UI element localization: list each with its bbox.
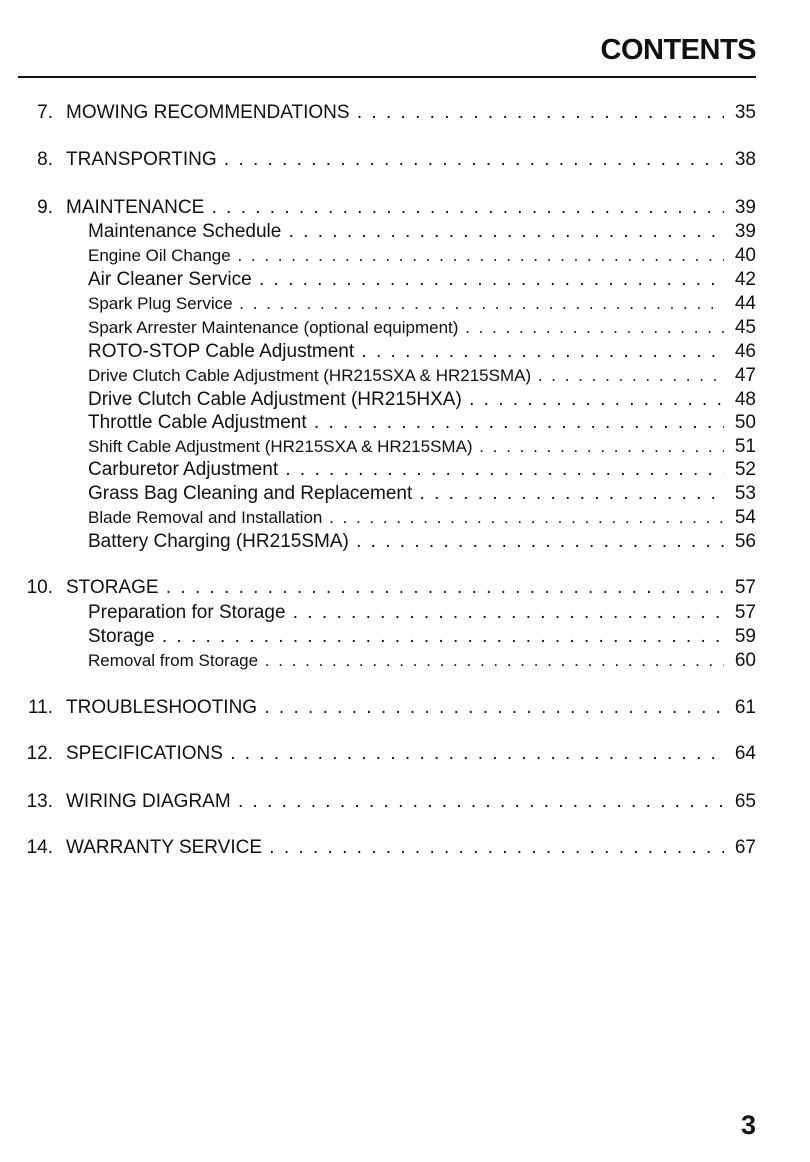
page-ref: 61 bbox=[734, 697, 756, 718]
section-number: 8. bbox=[37, 149, 53, 170]
subsection-title: Battery Charging (HR215SMA) . . . bbox=[88, 530, 724, 554]
toc-subentry-roto-stop-cable[interactable] bbox=[0, 340, 810, 364]
section-number: 11. bbox=[27, 697, 53, 718]
toc-subentry-battery-charging[interactable] bbox=[0, 530, 810, 554]
toc-subentry-grass-bag[interactable] bbox=[0, 482, 810, 506]
page-ref: 51 bbox=[734, 436, 756, 457]
page-ref: 44 bbox=[734, 293, 756, 314]
page-ref: 35 bbox=[734, 102, 756, 123]
page-ref: 59 bbox=[734, 626, 756, 647]
section-number: 13. bbox=[26, 791, 53, 812]
subsection-title: Drive Clutch Cable Adjustment (HR215SXA & HR215SMA) . . . bbox=[88, 364, 724, 388]
page-ref: 56 bbox=[734, 531, 756, 552]
subsection-title: Blade Removal and Installation . . . bbox=[88, 506, 724, 530]
toc-subentry-throttle-cable[interactable] bbox=[0, 411, 810, 435]
toc-entry-mowing-recommendations[interactable] bbox=[0, 101, 810, 125]
page-ref: 39 bbox=[734, 197, 756, 218]
page-ref: 53 bbox=[734, 483, 756, 504]
page-ref: 64 bbox=[734, 743, 756, 764]
page-ref: 60 bbox=[734, 650, 756, 671]
toc-subentry-preparation-for-storage[interactable] bbox=[0, 601, 810, 625]
page-ref: 50 bbox=[734, 412, 756, 433]
section-title: TRANSPORTING . . . bbox=[66, 148, 724, 172]
page-ref: 57 bbox=[734, 577, 756, 598]
subsection-title: Air Cleaner Service . . . bbox=[88, 268, 724, 292]
subsection-title: Preparation for Storage . . . bbox=[88, 601, 724, 625]
section-title: WARRANTY SERVICE . . . bbox=[66, 836, 724, 860]
page-ref: 47 bbox=[734, 365, 756, 386]
section-number: 14. bbox=[26, 837, 53, 858]
page-ref: 40 bbox=[734, 245, 756, 266]
section-title: TROUBLESHOOTING . . . bbox=[66, 696, 724, 720]
subsection-title: ROTO-STOP Cable Adjustment . . . bbox=[88, 340, 724, 364]
page-ref: 45 bbox=[734, 317, 756, 338]
toc-subentry-shift-cable[interactable] bbox=[0, 435, 810, 459]
page-ref: 46 bbox=[734, 341, 756, 362]
section-number: 10. bbox=[26, 577, 53, 598]
section-number: 7. bbox=[37, 102, 53, 123]
toc-subentry-air-cleaner-service[interactable] bbox=[0, 268, 810, 292]
page-ref: 57 bbox=[734, 602, 756, 623]
page-number: 3 bbox=[740, 1110, 756, 1140]
toc-entry-troubleshooting[interactable] bbox=[0, 696, 810, 720]
toc-subentry-carburetor-adjustment[interactable] bbox=[0, 458, 810, 482]
subsection-title: Carburetor Adjustment . . . bbox=[88, 458, 724, 482]
toc-subentry-drive-clutch-hxa[interactable] bbox=[0, 388, 810, 412]
toc-entry-warranty-service[interactable] bbox=[0, 836, 810, 860]
toc-entry-storage[interactable] bbox=[0, 576, 810, 600]
toc-subentry-removal-from-storage[interactable] bbox=[0, 649, 810, 673]
subsection-title: Maintenance Schedule . . . bbox=[88, 220, 724, 244]
toc-subentry-maintenance-schedule[interactable] bbox=[0, 220, 810, 244]
section-title: SPECIFICATIONS . . . bbox=[66, 742, 724, 766]
subsection-title: Removal from Storage . . . bbox=[88, 649, 724, 673]
toc-entry-wiring-diagram[interactable] bbox=[0, 790, 810, 814]
subsection-title: Grass Bag Cleaning and Replacement . . . bbox=[88, 482, 724, 506]
section-number: 9. bbox=[37, 197, 53, 218]
page-ref: 38 bbox=[734, 149, 756, 170]
page-ref: 52 bbox=[734, 459, 756, 480]
toc-entry-transporting[interactable] bbox=[0, 148, 810, 172]
subsection-title: Drive Clutch Cable Adjustment (HR215HXA) . . . bbox=[88, 388, 724, 412]
page-ref: 54 bbox=[734, 507, 756, 528]
section-number: 12. bbox=[26, 743, 53, 764]
section-title: WIRING DIAGRAM . . . bbox=[66, 790, 724, 814]
section-title: MAINTENANCE . . . bbox=[66, 196, 724, 220]
subsection-title: Engine Oil Change . . . bbox=[88, 244, 724, 268]
subsection-title: Spark Arrester Maintenance (optional equipment) . . . bbox=[88, 316, 724, 340]
toc-subentry-blade-removal[interactable] bbox=[0, 506, 810, 530]
toc-subentry-drive-clutch-sxa-sma[interactable] bbox=[0, 364, 810, 388]
toc-entry-specifications[interactable] bbox=[0, 742, 810, 766]
page-ref: 42 bbox=[734, 269, 756, 290]
section-title: STORAGE . . . bbox=[66, 576, 724, 600]
toc-entry-maintenance[interactable] bbox=[0, 196, 810, 220]
page-ref: 39 bbox=[734, 221, 756, 242]
page-title: CONTENTS bbox=[600, 34, 756, 66]
subsection-title: Storage . . . bbox=[88, 625, 724, 649]
toc-subentry-spark-arrester-maintenance[interactable] bbox=[0, 316, 810, 340]
subsection-title: Throttle Cable Adjustment . . . bbox=[88, 411, 724, 435]
subsection-title: Spark Plug Service . . . bbox=[88, 292, 724, 316]
page-ref: 48 bbox=[734, 389, 756, 410]
subsection-title: Shift Cable Adjustment (HR215SXA & HR215SMA) . . . bbox=[88, 435, 724, 459]
page-ref: 67 bbox=[734, 837, 756, 858]
toc-subentry-engine-oil-change[interactable] bbox=[0, 244, 810, 268]
toc-subentry-storage[interactable] bbox=[0, 625, 810, 649]
page-ref: 65 bbox=[734, 791, 756, 812]
toc-subentry-spark-plug-service[interactable] bbox=[0, 292, 810, 316]
section-title: MOWING RECOMMENDATIONS . . . bbox=[66, 101, 724, 125]
